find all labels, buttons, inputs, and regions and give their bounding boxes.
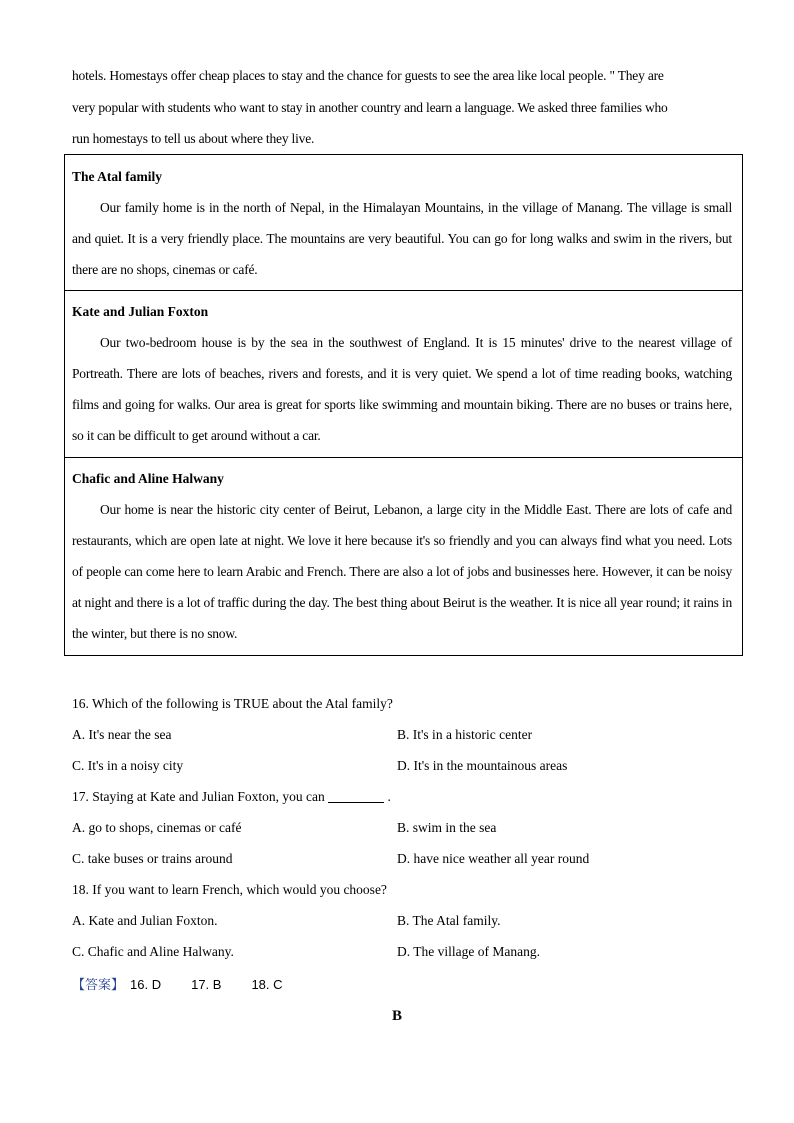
question-stem: 18. If you want to learn French, which would you choose? [72,882,387,897]
option-d: D. have nice weather all year round [397,851,590,866]
option-a: A. go to shops, cinemas or café [72,820,242,835]
option-a: A. Kate and Julian Foxton. [72,913,218,928]
intro-paragraph [72,60,732,155]
question-stem: 16. Which of the following is TRUE about the Atal family? [72,696,393,711]
option-row [72,812,732,843]
option-d: D. It's in the mountainous areas [397,758,568,773]
option-row [72,719,732,750]
option-d: D. The village of Manang. [397,944,540,959]
family-description: Our family home is in the north of Nepal, in the Himalayan Mountains, in the village of Manang. The village is small and quiet. It is a very friendly place. The mountains are very beautiful. You can go for long walks and swim in the rivers, but there are no shops, cinemas or café. [72,200,732,277]
option-b: B. swim in the sea [397,820,497,835]
option-c: C. take buses or trains around [72,851,233,866]
answer-blank [328,788,384,803]
family-name: Kate and Julian Foxton [72,304,209,319]
answer-key [72,969,307,1001]
answer-label: 【答案】 [72,978,125,993]
option-c: C. It's in a noisy city [72,758,184,773]
family-name: The Atal family [72,169,162,184]
option-row [72,750,732,781]
family-box-foxton [64,290,743,458]
answer-item: 17. B [191,977,222,992]
question-stem-text: 17. Staying at Kate and Julian Foxton, you can [72,789,325,804]
answer-item: 16. D [130,977,162,992]
question-stem-end: . [387,789,391,804]
option-row [72,843,732,874]
option-c: C. Chafic and Aline Halwany. [72,944,234,959]
question-stem [72,781,732,812]
option-row [72,936,732,967]
option-b: B. The Atal family. [397,913,501,928]
intro-line: very popular with students who want to stay in another country and learn a language. We asked three families who [72,99,668,115]
intro-line: run homestays to tell us about where they live. [72,131,315,146]
family-box-halwany [64,457,743,656]
section-heading: B [391,1008,402,1024]
family-description: Our home is near the historic city center of Beirut, Lebanon, a large city in the Middle East. There are lots of cafe and restaurants, which are open late at night. We love it here because it's so friendly and you can always find what you need. Lots of people can come here to learn Arabic and French. There are also a lot of jobs and businesses here. However, it can be noisy at night and there is a lot of traffic during the day. The best thing about Beirut is the weather. It is nice all year round; it rains in the winter, but there is no snow. [72,502,732,641]
intro-line: hotels. Homestays offer cheap places to stay and the chance for guests to see the area like local people. " They are [72,68,664,83]
option-b: B. It's in a historic center [397,727,533,742]
answer-item: 18. C [251,977,283,992]
questions-section [72,688,732,967]
family-name: Chafic and Aline Halwany [72,471,224,486]
family-description: Our two-bedroom house is by the sea in the southwest of England. It is 15 minutes' drive to the nearest village of Portreath. There are lots of beaches, rivers and forests, and it is very quiet. We spend a lot of time reading books, watching films and going for walks. Our area is great for sports like swimming and mountain biking. There are no buses or trains here, so it can be difficult to get around without a car. [72,335,732,443]
option-a: A. It's near the sea [72,727,172,742]
family-box-atal [64,154,743,291]
option-row [72,905,732,936]
